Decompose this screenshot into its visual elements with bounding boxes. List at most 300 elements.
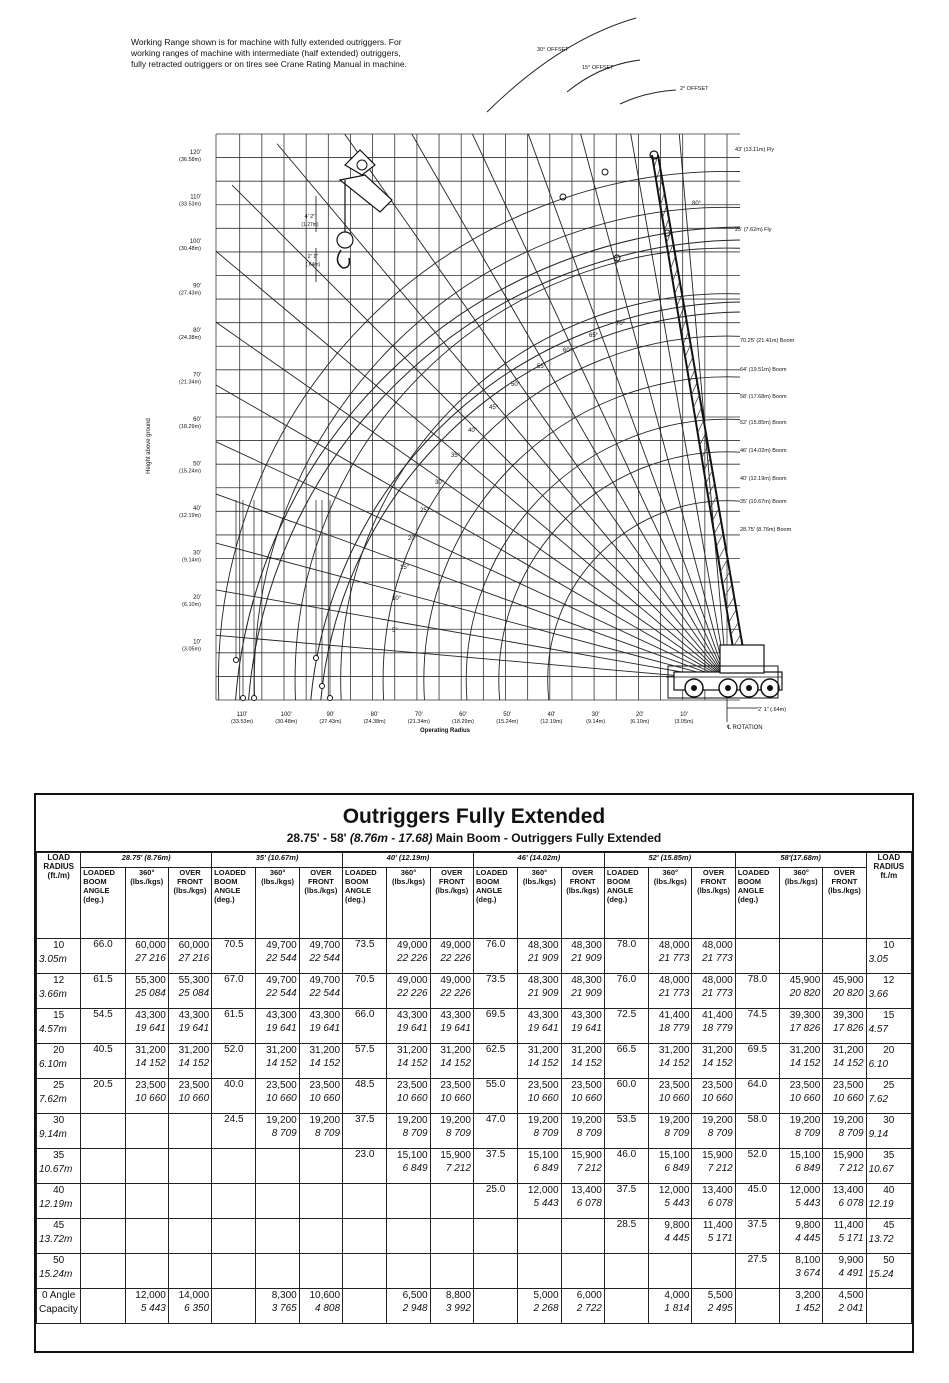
lbs-value: 23,500 bbox=[527, 1080, 559, 1091]
over-front-cell bbox=[692, 1149, 735, 1184]
y-tick-label: 50' bbox=[193, 461, 201, 468]
lbs-value: 43,300 bbox=[135, 1010, 166, 1021]
x-tick-label: 10' bbox=[680, 712, 688, 718]
lbs-value: 12,000 bbox=[789, 1185, 821, 1196]
header-line: (lbs./kgs) bbox=[697, 886, 731, 895]
header-line: OVER bbox=[179, 868, 201, 877]
y-tick-metric: (21.34m) bbox=[178, 379, 201, 386]
kgs-value: 10 660 bbox=[527, 1093, 559, 1104]
kgs-value: 10 660 bbox=[832, 1093, 864, 1104]
boom-angle-cell: 67.0 bbox=[212, 974, 256, 1009]
wheel-hub bbox=[691, 685, 697, 691]
boom-angle-cell bbox=[343, 1184, 387, 1219]
lbs-value: 15,100 bbox=[527, 1150, 559, 1161]
kgs-value: 14 152 bbox=[440, 1058, 471, 1069]
kgs-value: 7 212 bbox=[445, 1163, 471, 1174]
over-front-cell bbox=[692, 1184, 735, 1219]
radius-ft: 45 bbox=[53, 1220, 65, 1231]
over-front-cell bbox=[561, 1044, 604, 1079]
load-radius-cell-right bbox=[866, 1149, 911, 1184]
kgs-value: 18 779 bbox=[658, 1023, 690, 1034]
capacity-360-cell bbox=[125, 1149, 168, 1184]
over-front-cell bbox=[692, 1254, 735, 1289]
kgs-value: 6 849 bbox=[402, 1163, 428, 1174]
boom-angle-cell: 61.5 bbox=[81, 974, 125, 1009]
header-line: (lbs./kgs) bbox=[522, 877, 556, 886]
lbs-value: 31,200 bbox=[527, 1045, 559, 1056]
lbs-value: 23,500 bbox=[135, 1080, 166, 1091]
lbs-value: 19,200 bbox=[266, 1115, 297, 1126]
boom-lacing bbox=[729, 610, 737, 623]
kgs-value: 5 443 bbox=[664, 1198, 690, 1209]
boom-angle-cell bbox=[212, 1149, 256, 1184]
boom-angle-cell: 24.5 bbox=[212, 1114, 256, 1149]
lbs-value: 23,500 bbox=[397, 1080, 428, 1091]
kgs-value: 4 491 bbox=[838, 1268, 864, 1279]
kgs-value: 10 660 bbox=[266, 1093, 297, 1104]
over-front-cell bbox=[823, 1114, 866, 1149]
kgs-value: 19 641 bbox=[309, 1023, 341, 1034]
capacity-360-cell bbox=[125, 1184, 168, 1219]
lbs-value: 48,300 bbox=[571, 975, 602, 986]
capacity-360-cell bbox=[387, 1079, 430, 1114]
kgs-value: 22 544 bbox=[309, 988, 341, 999]
crane-boom bbox=[560, 151, 745, 660]
angle-label: 80° bbox=[692, 201, 702, 207]
capacity-360-cell bbox=[387, 1254, 430, 1289]
angle-label: 50° bbox=[511, 382, 521, 388]
boom-angle-cell: 54.5 bbox=[81, 1009, 125, 1044]
load-radius-cell bbox=[37, 1149, 81, 1184]
lbs-value: 49,000 bbox=[440, 940, 471, 951]
over-front-cell bbox=[299, 1114, 342, 1149]
capacity-360-cell bbox=[649, 1184, 692, 1219]
kgs-value: 21 773 bbox=[702, 953, 733, 964]
table-row bbox=[37, 939, 912, 974]
kgs-value: 10 660 bbox=[789, 1093, 821, 1104]
capacity-360-cell bbox=[125, 1114, 168, 1149]
y-tick-metric: (15.24m) bbox=[178, 468, 201, 475]
boom-lacing bbox=[725, 584, 732, 597]
x-tick-label: 110' bbox=[236, 712, 248, 718]
kgs-value: 14 152 bbox=[571, 1058, 602, 1069]
header-line: LOADED bbox=[475, 868, 508, 877]
radius-ft: 35 bbox=[883, 1150, 895, 1161]
header-line: LOADED bbox=[214, 868, 246, 877]
boom-angle-cell bbox=[212, 1254, 256, 1289]
lbs-value: 8,100 bbox=[795, 1255, 821, 1266]
kgs-value: 22 226 bbox=[397, 953, 428, 964]
over-front-cell bbox=[823, 939, 866, 974]
capacity-360-cell bbox=[518, 1289, 561, 1324]
kgs-value: 21 773 bbox=[658, 988, 690, 999]
capacity-360-cell bbox=[256, 1184, 299, 1219]
over-front-cell bbox=[692, 939, 735, 974]
y-tick-label: 70' bbox=[193, 372, 201, 379]
boom-length-header: 52' (15.85m) bbox=[604, 853, 735, 868]
capacity-360-cell bbox=[780, 1254, 823, 1289]
lbs-value: 19,200 bbox=[309, 1115, 341, 1126]
lbs-value: 31,200 bbox=[571, 1045, 602, 1056]
capacity-360-header bbox=[256, 868, 299, 939]
angle-ray bbox=[377, 74, 727, 680]
over-front-cell bbox=[168, 1219, 211, 1254]
lbs-value: 49,000 bbox=[397, 975, 428, 986]
capacity-360-cell bbox=[387, 1289, 430, 1324]
lbs-value: 55,300 bbox=[135, 975, 166, 986]
lbs-value: 8,800 bbox=[445, 1290, 471, 1301]
kgs-value: 4 445 bbox=[795, 1233, 821, 1244]
kgs-value: 10 660 bbox=[440, 1093, 471, 1104]
x-tick-metric: (21.34m) bbox=[407, 719, 430, 725]
over-front-cell bbox=[823, 1079, 866, 1114]
kgs-value: 7 212 bbox=[707, 1163, 733, 1174]
y-tick-metric: (27.43m) bbox=[178, 290, 201, 297]
x-tick-metric: (6.10m) bbox=[630, 719, 650, 725]
boom-angle-cell bbox=[343, 1289, 387, 1324]
y-tick-metric: (24.38m) bbox=[178, 335, 201, 341]
kgs-value: 14 152 bbox=[702, 1058, 733, 1069]
boom-tip bbox=[560, 194, 566, 200]
boom-angle-cell: 23.0 bbox=[343, 1149, 387, 1184]
header-line: 360° bbox=[269, 868, 286, 877]
y-tick-label: 10' bbox=[193, 639, 201, 646]
over-front-cell bbox=[168, 939, 211, 974]
kgs-value: 2 948 bbox=[402, 1303, 428, 1314]
capacity-360-cell bbox=[780, 1009, 823, 1044]
hook bbox=[337, 250, 349, 268]
lbs-value: 31,200 bbox=[135, 1045, 166, 1056]
header-line: LOAD bbox=[877, 853, 901, 862]
table-row bbox=[37, 1184, 912, 1219]
lbs-value: 12,000 bbox=[527, 1185, 559, 1196]
kgs-value: 20 820 bbox=[789, 988, 821, 999]
x-tick-metric: (18.29m) bbox=[451, 719, 475, 725]
header-line: (lbs./kgs) bbox=[304, 886, 338, 895]
load-hook bbox=[234, 658, 239, 663]
hook-block bbox=[337, 232, 353, 248]
kgs-value: 14 152 bbox=[397, 1058, 428, 1069]
boom-angle-cell: 60.0 bbox=[604, 1079, 648, 1114]
lbs-value: 48,000 bbox=[702, 940, 733, 951]
boom-lacing bbox=[727, 597, 734, 610]
over-front-cell bbox=[561, 1219, 604, 1254]
angle-label: 35° bbox=[451, 453, 461, 459]
capacity-360-cell bbox=[649, 1009, 692, 1044]
header-line: FRONT bbox=[177, 877, 203, 886]
kgs-value: 14 152 bbox=[266, 1058, 297, 1069]
boom-angle-cell bbox=[212, 1289, 256, 1324]
radius-m: 3.66m bbox=[39, 989, 67, 1000]
chart-curves bbox=[30, 0, 949, 790]
capacity-360-cell bbox=[387, 1219, 430, 1254]
capacity-360-header bbox=[780, 868, 823, 939]
lbs-value: 31,200 bbox=[309, 1045, 341, 1056]
boom-angle-cell: 53.5 bbox=[604, 1114, 648, 1149]
radius-ft: 10 bbox=[883, 940, 895, 951]
capacity-360-cell bbox=[256, 1044, 299, 1079]
x-tick-metric: (3.05m) bbox=[674, 719, 694, 725]
angle-label: 5° bbox=[392, 628, 398, 634]
offset-arc bbox=[620, 90, 676, 104]
chart-note bbox=[130, 37, 407, 69]
kgs-value: 19 641 bbox=[135, 1023, 166, 1034]
capacity-360-cell bbox=[387, 1184, 430, 1219]
load-hook bbox=[320, 684, 325, 689]
lbs-value: 5,000 bbox=[533, 1290, 559, 1301]
radius-m: 3.05m bbox=[39, 954, 67, 965]
load-radius-cell bbox=[37, 1009, 81, 1044]
boom-lacing bbox=[669, 243, 674, 256]
offset-arc bbox=[487, 18, 636, 112]
table-subtitle bbox=[36, 831, 912, 852]
fly-arc bbox=[234, 227, 949, 790]
over-front-cell bbox=[561, 974, 604, 1009]
note-line: Working Range shown is for machine with fully extended outriggers. For bbox=[131, 37, 402, 47]
over-front-cell bbox=[561, 1149, 604, 1184]
over-front-header bbox=[561, 868, 604, 939]
kgs-value: 10 660 bbox=[571, 1093, 602, 1104]
kgs-value: 5 171 bbox=[707, 1233, 733, 1244]
over-front-cell bbox=[692, 1079, 735, 1114]
lbs-value: 49,000 bbox=[397, 940, 428, 951]
header-line: OVER bbox=[833, 868, 856, 877]
radius-ft: 20 bbox=[53, 1045, 65, 1056]
boom-angle-cell: 66.0 bbox=[343, 1009, 387, 1044]
angle-label: 40° bbox=[468, 428, 478, 434]
kgs-value: 1 452 bbox=[795, 1303, 821, 1314]
y-tick-label: 40' bbox=[193, 506, 201, 512]
header-line: LOAD bbox=[47, 853, 70, 862]
over-front-cell bbox=[299, 1079, 342, 1114]
boom-arc bbox=[341, 294, 949, 790]
boom-angle-cell: 66.0 bbox=[81, 939, 125, 974]
capacity-360-cell bbox=[256, 939, 299, 974]
boom-length-label: 70.25' (21.41m) Boom bbox=[740, 338, 795, 344]
lbs-value: 15,900 bbox=[832, 1150, 864, 1161]
header-line: (lbs./kgs) bbox=[784, 877, 818, 886]
header-line: BOOM bbox=[345, 877, 369, 886]
boom-angle-cell bbox=[473, 1254, 517, 1289]
x-tick-metric: (30.48m) bbox=[275, 719, 298, 725]
kgs-value: 5 171 bbox=[838, 1233, 864, 1244]
kgs-value: 14 152 bbox=[658, 1058, 690, 1069]
header-line: ANGLE bbox=[214, 886, 241, 895]
kgs-value: 5 443 bbox=[533, 1198, 559, 1209]
load-radius-header-right bbox=[866, 853, 911, 939]
lbs-value: 48,300 bbox=[527, 940, 559, 951]
load-radius-cell bbox=[37, 1289, 81, 1324]
header-line: 360° bbox=[793, 868, 809, 877]
over-front-header bbox=[823, 868, 866, 939]
boom-angle-cell bbox=[81, 1114, 125, 1149]
lbs-value: 55,300 bbox=[178, 975, 210, 986]
y-tick-metric: (30.48m) bbox=[178, 246, 201, 252]
lbs-value: 43,300 bbox=[571, 1010, 602, 1021]
over-front-cell bbox=[561, 1254, 604, 1289]
capacity-360-cell bbox=[518, 1114, 561, 1149]
load-radius-cell-right bbox=[866, 1254, 911, 1289]
radius-ft: 50 bbox=[53, 1255, 65, 1266]
over-front-cell bbox=[430, 974, 473, 1009]
capacity-360-cell bbox=[387, 1149, 430, 1184]
kgs-value: 7 212 bbox=[576, 1163, 602, 1174]
boom-angle-cell bbox=[604, 1254, 648, 1289]
angle-label: 70° bbox=[616, 321, 626, 327]
radius-m: 7.62m bbox=[39, 1094, 67, 1105]
x-tick-label: 50' bbox=[503, 712, 512, 718]
boom-lacing bbox=[656, 168, 660, 181]
load-chart-table-panel bbox=[34, 793, 914, 1353]
radius-m: 12.19m bbox=[39, 1199, 73, 1210]
boom-lacing bbox=[691, 382, 697, 395]
boom-lacing bbox=[694, 395, 700, 408]
over-front-cell bbox=[561, 1114, 604, 1149]
radius-m: 10.67m bbox=[39, 1164, 73, 1175]
wheel-hub bbox=[767, 685, 773, 691]
load-hook bbox=[252, 696, 257, 701]
header-line: 360° bbox=[662, 868, 679, 877]
lbs-value: 19,200 bbox=[397, 1115, 428, 1126]
header-line: OVER bbox=[310, 868, 332, 877]
capacity-360-header bbox=[125, 868, 168, 939]
header-line: ANGLE bbox=[83, 886, 110, 895]
x-tick-metric: (24.38m) bbox=[363, 719, 386, 725]
capacity-360-cell bbox=[518, 1219, 561, 1254]
capacity-360-cell bbox=[125, 1289, 168, 1324]
over-front-cell bbox=[168, 1079, 211, 1114]
kgs-value: 3 674 bbox=[795, 1268, 821, 1279]
boom-angle-cell: 70.5 bbox=[212, 939, 256, 974]
header-line: FRONT bbox=[569, 877, 596, 886]
x-tick-label: 20' bbox=[635, 712, 644, 718]
lbs-value: 15,900 bbox=[440, 1150, 471, 1161]
over-front-cell bbox=[299, 1149, 342, 1184]
header-line: 360° bbox=[400, 868, 417, 877]
hook-block-icon bbox=[316, 150, 392, 282]
boom-angle-cell: 69.5 bbox=[473, 1009, 517, 1044]
load-radius-cell-right bbox=[866, 1114, 911, 1149]
capacity-360-cell bbox=[125, 1009, 168, 1044]
over-front-cell bbox=[168, 974, 211, 1009]
lbs-value: 31,200 bbox=[397, 1045, 428, 1056]
lbs-value: 49,700 bbox=[309, 940, 341, 951]
kgs-value: 8 709 bbox=[664, 1128, 690, 1139]
lbs-value: 45,900 bbox=[832, 975, 864, 986]
over-front-cell bbox=[692, 1219, 735, 1254]
over-front-cell bbox=[168, 1009, 211, 1044]
kgs-value: 25 084 bbox=[178, 988, 210, 999]
header-line: FRONT bbox=[700, 877, 727, 886]
capacity-360-cell bbox=[256, 1254, 299, 1289]
lbs-value: 13,400 bbox=[702, 1185, 733, 1196]
boom-angle-header bbox=[212, 868, 256, 939]
boom-angle-cell: 52.0 bbox=[212, 1044, 256, 1079]
boom-lacing bbox=[714, 521, 721, 534]
angle-label: 25° bbox=[420, 508, 430, 514]
capacity-360-cell bbox=[649, 1219, 692, 1254]
y-axis-title: Height above ground bbox=[146, 418, 152, 474]
boom-angle-cell: 76.0 bbox=[473, 939, 517, 974]
header-line: OVER bbox=[572, 868, 594, 877]
kgs-value: 14 152 bbox=[527, 1058, 559, 1069]
lbs-value: 49,700 bbox=[266, 940, 297, 951]
boom-angle-cell bbox=[81, 1254, 125, 1289]
header-line: (ft./m) bbox=[47, 871, 70, 880]
radius-m: 9.14m bbox=[39, 1129, 67, 1140]
boom-length-header: 58'(17.68m) bbox=[735, 853, 866, 868]
capacity-360-cell bbox=[518, 1149, 561, 1184]
boom-angle-cell bbox=[212, 1219, 256, 1254]
boom-angle-cell: 72.5 bbox=[604, 1009, 648, 1044]
header-line: 360° bbox=[531, 868, 548, 877]
over-front-cell bbox=[430, 1254, 473, 1289]
boom-angle-cell bbox=[343, 1254, 387, 1289]
x-tick-label: 100' bbox=[280, 712, 292, 718]
y-tick-label: 110' bbox=[190, 194, 201, 201]
header-line: (lbs./kgs) bbox=[130, 877, 164, 886]
radius-m: 15.24 bbox=[868, 1269, 894, 1280]
boom-angle-cell bbox=[81, 1184, 125, 1219]
header-line: ANGLE bbox=[345, 886, 372, 895]
boom-angle-cell: 47.0 bbox=[473, 1114, 517, 1149]
boom-lacing bbox=[708, 483, 715, 496]
kgs-value: 19 641 bbox=[397, 1023, 428, 1034]
boom-angle-cell: 25.0 bbox=[473, 1184, 517, 1219]
kgs-value: 14 152 bbox=[832, 1058, 864, 1069]
capacity-360-cell bbox=[649, 1044, 692, 1079]
header-line: (lbs./kgs) bbox=[827, 886, 861, 895]
capacity-360-cell bbox=[387, 939, 430, 974]
lbs-value: 43,300 bbox=[309, 1010, 341, 1021]
kgs-value: 2 041 bbox=[838, 1303, 864, 1314]
header-line: 360° bbox=[138, 868, 155, 877]
radius-m: 15.24m bbox=[39, 1269, 73, 1280]
lbs-value: 19,200 bbox=[789, 1115, 821, 1126]
header-line: BOOM bbox=[606, 877, 631, 886]
kgs-value: 21 773 bbox=[702, 988, 733, 999]
boom-angle-cell: 37.5 bbox=[735, 1219, 779, 1254]
kgs-value: 22 544 bbox=[266, 953, 297, 964]
capacity-360-cell bbox=[387, 1114, 430, 1149]
header-line: ANGLE bbox=[475, 886, 503, 895]
boom-angle-cell: 46.0 bbox=[604, 1149, 648, 1184]
angle-ray bbox=[30, 619, 727, 680]
load-radius-cell-right bbox=[866, 1219, 911, 1254]
capacity-360-cell bbox=[780, 974, 823, 1009]
lbs-value: 48,000 bbox=[658, 975, 690, 986]
hook-dim-metric: (1.27m) bbox=[301, 222, 319, 228]
kgs-value: 18 779 bbox=[702, 1023, 733, 1034]
y-tick-metric: (18.29m) bbox=[178, 424, 201, 430]
header-line: ft./m bbox=[880, 871, 898, 880]
radius-m: 6.10m bbox=[39, 1059, 67, 1070]
boom-angle-header bbox=[604, 868, 648, 939]
capacity-360-header bbox=[387, 868, 430, 939]
radius-m: 13.72 bbox=[868, 1234, 894, 1245]
lbs-value: 48,300 bbox=[571, 940, 602, 951]
boom-angle-cell: 74.5 bbox=[735, 1009, 779, 1044]
boom-angle-cell: 27.5 bbox=[735, 1254, 779, 1289]
capacity-360-cell bbox=[780, 1149, 823, 1184]
x-tick-label: 60' bbox=[459, 712, 467, 718]
lbs-value: 23,500 bbox=[658, 1080, 690, 1091]
kgs-value: 10 660 bbox=[178, 1093, 210, 1104]
table-row bbox=[37, 1149, 912, 1184]
over-front-cell bbox=[823, 1254, 866, 1289]
over-front-cell bbox=[299, 1009, 342, 1044]
over-front-cell bbox=[168, 1114, 211, 1149]
